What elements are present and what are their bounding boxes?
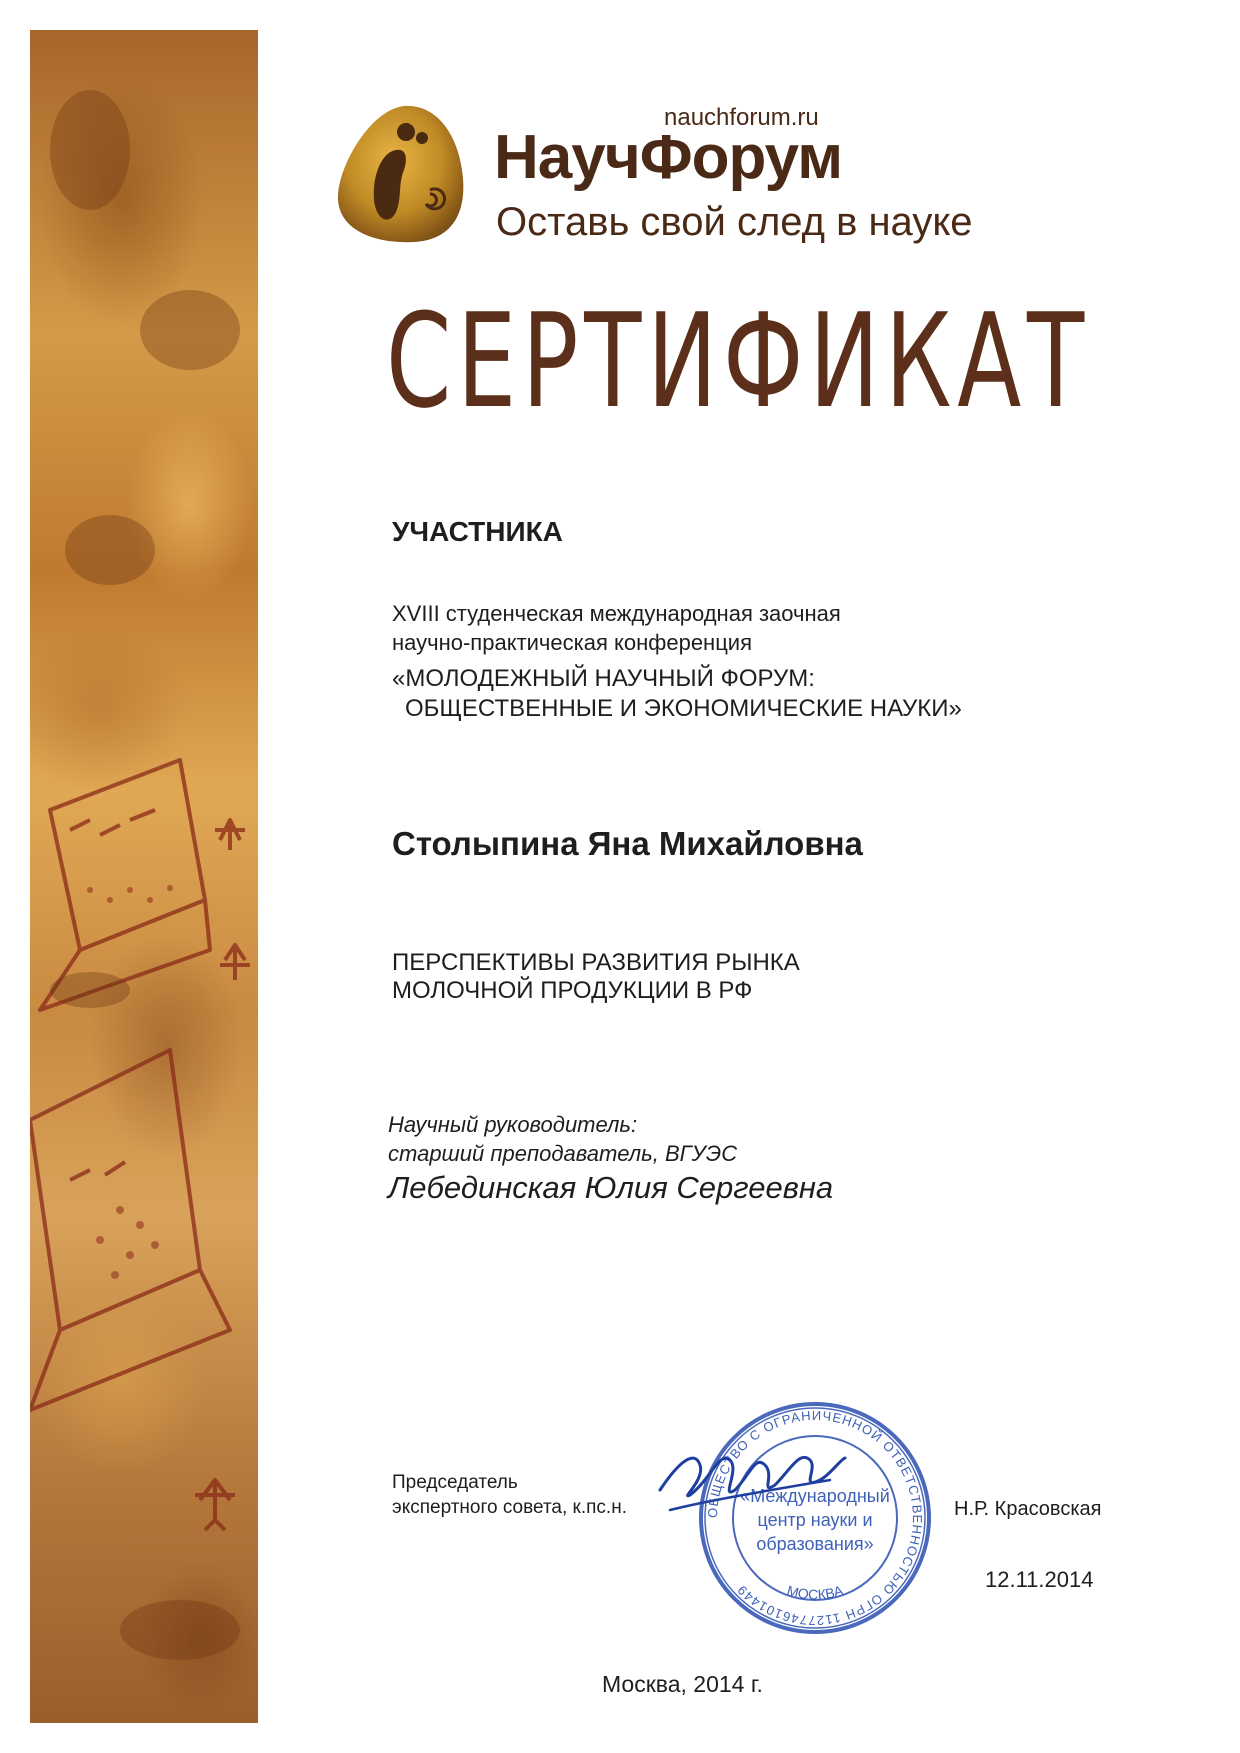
certificate-title: СЕРТИФИКАТ bbox=[386, 285, 1090, 437]
supervisor-label: Научный руководитель: bbox=[388, 1112, 638, 1137]
issue-date: 12.11.2014 bbox=[985, 1567, 1094, 1592]
stamp-outer-text: ОБЩЕСТВО С ОГРАНИЧЕННОЙ ОТВЕТСТВЕННОСТЬЮ ОГРН 1127746101449 bbox=[704, 1407, 926, 1629]
footprint-logo-icon bbox=[334, 100, 474, 250]
chair-name: Н.Р. Красовская bbox=[954, 1498, 1102, 1520]
supervisor-name: Лебединская Юлия Сергеевна bbox=[388, 1170, 834, 1205]
participant-label: УЧАСТНИКА bbox=[392, 516, 563, 547]
conference-title-line-2: ОБЩЕСТВЕННЫЕ И ЭКОНОМИЧЕСКИЕ НАУКИ» bbox=[405, 695, 962, 722]
chair-title-line-2: экспертного совета, к.пс.н. bbox=[392, 1497, 627, 1518]
logo-url: nauchforum.ru bbox=[664, 104, 819, 131]
svg-text:МОСКВА bbox=[785, 1582, 845, 1603]
supervisor-position: старший преподаватель, ВГУЭС bbox=[388, 1141, 738, 1166]
handwritten-signature bbox=[650, 1420, 850, 1530]
logo-slogan: Оставь свой след в науке bbox=[496, 200, 973, 244]
stamp-center-line-1: «Международный bbox=[740, 1486, 890, 1506]
stamp-center-line-2: центр науки и bbox=[757, 1510, 873, 1530]
logo-brand-name: НаучФорум bbox=[494, 123, 843, 192]
topic-line-1: ПЕРСПЕКТИВЫ РАЗВИТИЯ РЫНКА bbox=[392, 949, 800, 976]
topic-line-2: МОЛОЧНОЙ ПРОДУКЦИИ В РФ bbox=[392, 977, 753, 1004]
stamp-center-line-3: образования» bbox=[756, 1534, 874, 1554]
conference-line-2: научно-практическая конференция bbox=[392, 630, 753, 655]
participant-name: Столыпина Яна Михайловна bbox=[392, 825, 863, 862]
decorative-cave-art-sidebar bbox=[30, 30, 258, 1723]
conference-title-line-1: «МОЛОДЕЖНЫЙ НАУЧНЫЙ ФОРУМ: bbox=[392, 665, 815, 692]
stamp-bottom-text: МОСКВА bbox=[785, 1582, 845, 1603]
city-year: Москва, 2014 г. bbox=[602, 1671, 763, 1697]
chair-title-line-1: Председатель bbox=[392, 1472, 518, 1493]
cave-art-drawings bbox=[30, 30, 258, 1723]
conference-line-1: XVIII студенческая международная заочная bbox=[392, 601, 841, 626]
naucforum-logo bbox=[334, 100, 984, 250]
